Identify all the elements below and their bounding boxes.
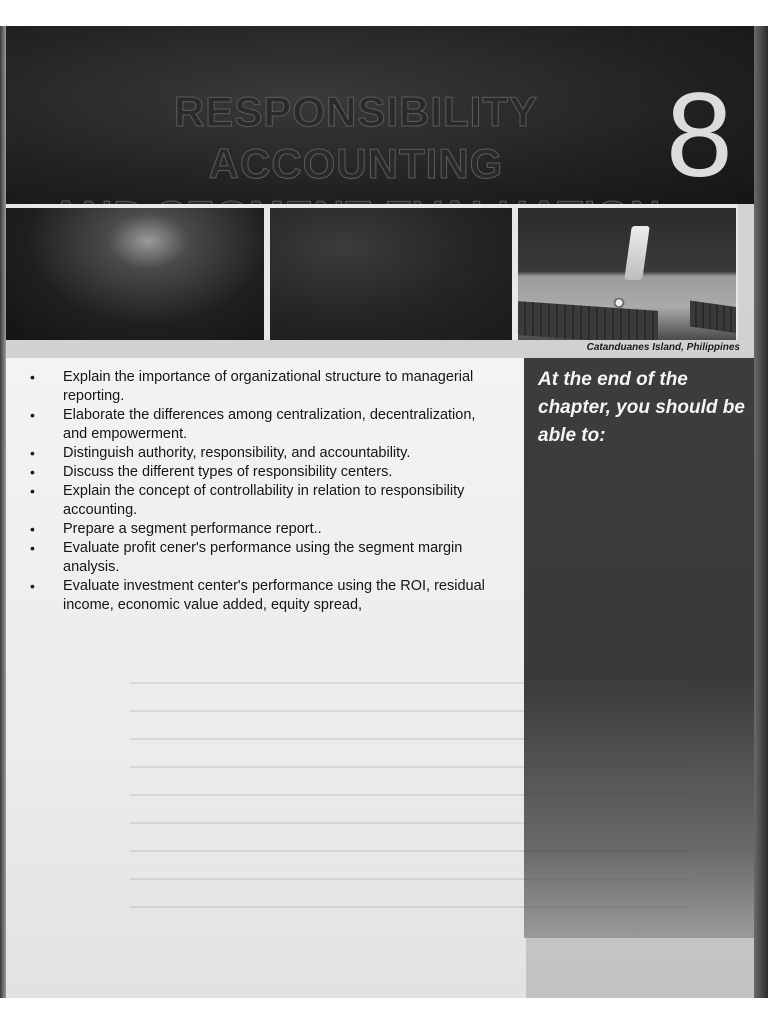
objective-text: Evaluate profit cener's performance using the segment margin analysis. <box>63 540 463 575</box>
list-item <box>30 406 500 444</box>
people-shape <box>610 298 628 314</box>
bullet-icon: • <box>30 464 35 480</box>
raft-shape-small <box>690 300 736 333</box>
photo-waterfall-image <box>518 208 736 340</box>
list-item <box>30 539 500 577</box>
bleed-through-texture <box>130 666 690 926</box>
objective-text: Evaluate investment center's performance using the ROI, residual income, economic value added, equity spread, <box>63 578 485 613</box>
objective-text: Elaborate the differences among centralization, decentralization, and empowerment. <box>63 407 476 442</box>
objective-text: Distinguish authority, responsibility, and accountability. <box>63 445 411 461</box>
bullet-icon: • <box>30 369 35 385</box>
list-item <box>30 577 500 615</box>
list-item <box>30 482 500 520</box>
photo-sky-image <box>6 208 264 340</box>
bullet-icon: • <box>30 540 35 556</box>
list-item <box>30 368 500 406</box>
chapter-title-line-1: RESPONSIBILITY ACCOUNTING <box>173 88 539 187</box>
objective-text: Explain the importance of organizational structure to managerial reporting. <box>63 369 474 404</box>
waterfall-shape <box>624 226 650 280</box>
objectives-heading: At the end of the chapter, you should be able to: <box>538 369 745 446</box>
list-item <box>30 444 500 463</box>
raft-shape <box>518 301 658 340</box>
chapter-number: 8 <box>666 68 733 202</box>
objective-text: Prepare a segment performance report.. <box>63 521 322 537</box>
list-item <box>30 520 500 539</box>
objective-text: Explain the concept of controllability in relation to responsibility accounting. <box>63 483 465 518</box>
bullet-icon: • <box>30 521 35 537</box>
photo-rock-image <box>270 208 512 340</box>
chapter-header <box>6 26 754 204</box>
bullet-icon: • <box>30 483 35 499</box>
bullet-icon: • <box>30 407 35 423</box>
objective-text: Discuss the different types of responsibility centers. <box>63 464 393 480</box>
objectives-list <box>30 368 500 615</box>
bullet-icon: • <box>30 445 35 461</box>
photo-strip <box>6 204 738 340</box>
photo-caption: Catanduanes Island, Philippines <box>586 342 740 353</box>
bullet-icon: • <box>30 578 35 594</box>
list-item <box>30 463 500 482</box>
book-spine <box>754 26 768 998</box>
